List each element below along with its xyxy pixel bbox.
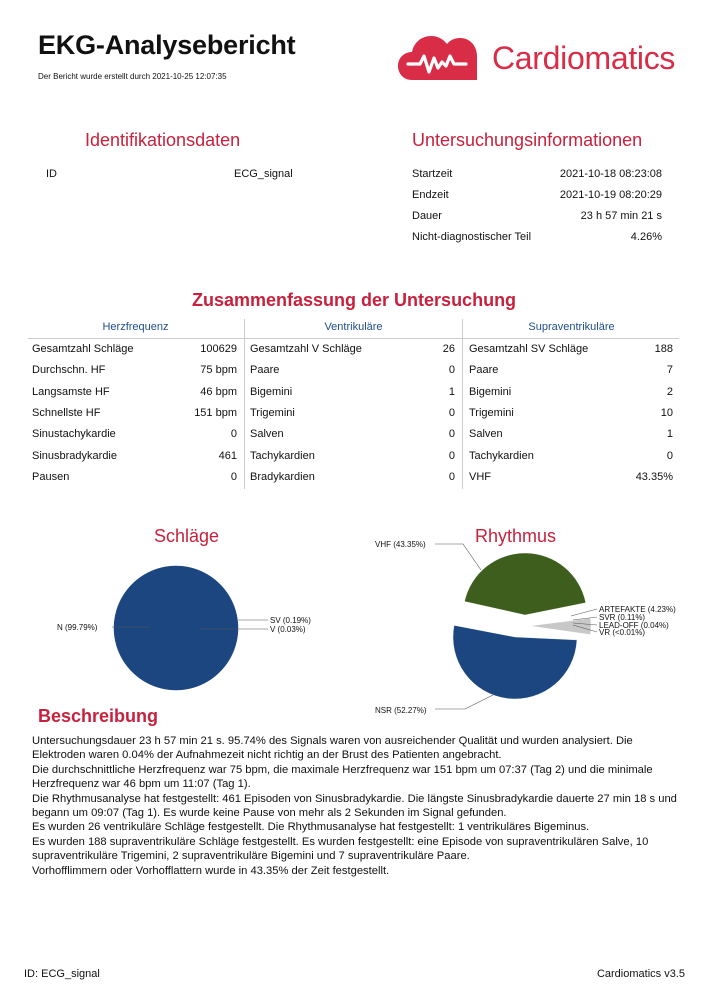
- summary-label: Langsamste HF: [32, 385, 110, 398]
- column-heading-ventricular: Ventrikuläre: [324, 321, 383, 333]
- description-paragraph: Es wurden 188 supraventrikuläre Schläge festgestellt. Es wurden festgestellt: eine Episode von supraventrikulären Salve, 10 supraventrikuläre Trigemini, 2 supraventrikuläre Bigemini und 7 supraventrikuläre Paare.: [32, 835, 649, 863]
- summary-label: Trigemini: [250, 406, 295, 419]
- leader-line: [435, 695, 493, 709]
- summary-label: Gesamtzahl SV Schläge: [469, 343, 589, 355]
- summary-label: Salven: [250, 428, 284, 441]
- summary-label: Pausen: [32, 470, 70, 483]
- exam-value: 23 h 57 min 21 s: [580, 210, 662, 222]
- summary-label: Bradykardien: [250, 470, 315, 483]
- identification-title: Identifikationsdaten: [85, 130, 241, 150]
- footer-id: ID: ECG_signal: [24, 968, 100, 980]
- brand-name: Cardiomatics: [492, 40, 676, 76]
- exam-value: 2021-10-18 08:23:08: [559, 168, 662, 180]
- summary-value: 0: [230, 428, 237, 441]
- summary-label: Sinustachykardie: [32, 428, 116, 441]
- summary-title: Zusammenfassung der Untersuchung: [192, 290, 517, 310]
- summary-label: Bigemini: [469, 385, 512, 398]
- summary-label: Paare: [250, 364, 280, 377]
- description-paragraph: Es wurden 26 ventrikuläre Schläge festgestellt. Die Rhythmusanalyse hat festgestellt: 1 ventrikuläres Bigeminus.: [32, 821, 590, 834]
- pie-slice: [453, 625, 577, 699]
- description-text: [32, 734, 682, 878]
- header-divider: [28, 338, 679, 339]
- summary-value: 43.35%: [635, 470, 673, 483]
- summary-label: Tachykardien: [469, 449, 534, 462]
- summary-value: 26: [442, 343, 455, 355]
- summary-value: 75 bpm: [200, 364, 237, 377]
- pie-slice: [464, 553, 585, 615]
- exam-label: Nicht-diagnostischer Teil: [412, 231, 532, 243]
- beats-chart-title: Schläge: [154, 526, 220, 546]
- pie-label: VR (<0.01%): [599, 628, 646, 637]
- exam-value: 4.26%: [630, 231, 662, 243]
- summary-value: 151 bpm: [194, 406, 237, 419]
- report-title: EKG-Analysebericht: [38, 30, 296, 60]
- description-title: Beschreibung: [38, 706, 159, 726]
- summary-label: Paare: [469, 364, 499, 377]
- summary-label: Tachykardien: [250, 449, 315, 462]
- summary-label: Salven: [469, 428, 503, 441]
- id-label: ID: [46, 168, 57, 180]
- report-created-date: Der Bericht wurde erstellt durch 2021-10-25 12:07:35: [38, 72, 227, 81]
- description-paragraph: Vorhofflimmern oder Vorhofflattern wurde in 43.35% der Zeit festgestellt.: [32, 864, 390, 877]
- description-paragraph: Die Rhythmusanalyse hat festgestellt: 461 Episoden von Sinusbradykardie. Die längste Sinusbradykardie dauerte 27 min 18 s und begann um 09:07 (Tag 1). Es wurde keine Pause von mehr als 2 Sekunden im Signal gefunden.: [32, 792, 677, 820]
- exam-label: Dauer: [412, 210, 442, 222]
- summary-value: 100629: [200, 343, 237, 355]
- summary-value: 10: [660, 406, 673, 419]
- description-paragraph: Untersuchungsdauer 23 h 57 min 21 s. 95.74% des Signals waren von ausreichender Qualität und wurden analysiert. Die Elektroden waren 0.04% der Aufnahmezeit nicht richtig an der Brust des Patienten angebracht.: [32, 735, 633, 762]
- summary-label: Gesamtzahl Schläge: [32, 343, 134, 355]
- summary-value: 1: [666, 428, 673, 441]
- description-paragraph: Die durchschnittliche Herzfrequenz war 75 bpm, die maximale Herzfrequenz war 151 bpm um 07:37 (Tag 2) und die minimale Herzfrequenz war 46 bpm um 11:07 (Tag 1).: [32, 763, 653, 791]
- pie-label: SV (0.19%): [270, 616, 311, 625]
- summary-label: Schnellste HF: [32, 406, 101, 419]
- summary-value: 0: [448, 428, 455, 441]
- exam-label: Startzeit: [412, 168, 453, 180]
- summary-value: 188: [654, 343, 673, 355]
- pie-label: ARTEFAKTE (4.23%): [599, 605, 676, 614]
- pie-label: NSR (52.27%): [375, 706, 427, 715]
- column-divider: [244, 319, 245, 489]
- summary-label: VHF: [469, 470, 491, 483]
- pie-label: N (99.79%): [57, 623, 98, 632]
- column-divider: [462, 319, 463, 489]
- summary-value: 0: [666, 449, 673, 462]
- rhythm-pie-chart: [353, 530, 707, 720]
- summary-label: Bigemini: [250, 385, 293, 398]
- pie-slice: [529, 618, 591, 634]
- summary-value: 0: [448, 470, 455, 483]
- pie-label: VHF (43.35%): [375, 540, 426, 549]
- cloud-ecg-icon: [398, 30, 478, 82]
- pie-label: V (0.03%): [270, 625, 306, 634]
- column-heading-supraventricular: Supraventrikuläre: [528, 321, 615, 333]
- summary-label: Gesamtzahl V Schläge: [250, 343, 362, 355]
- summary-value: 0: [448, 406, 455, 419]
- leader-line: [571, 609, 597, 616]
- summary-value: 7: [666, 364, 673, 377]
- summary-value: 0: [448, 364, 455, 377]
- summary-value: 0: [230, 470, 237, 483]
- summary-value: 2: [666, 385, 673, 398]
- exam-value: 2021-10-19 08:20:29: [559, 189, 662, 201]
- beats-pie-chart: [0, 540, 353, 710]
- summary-value: 0: [448, 449, 455, 462]
- summary-value: 1: [448, 385, 455, 398]
- summary-label: Sinusbradykardie: [32, 449, 117, 462]
- summary-label: Durchschn. HF: [32, 364, 106, 377]
- exam-info-title: Untersuchungsinformationen: [412, 130, 643, 150]
- summary-value: 461: [218, 449, 237, 462]
- id-value: ECG_signal: [234, 168, 293, 180]
- rhythm-chart-title: Rhythmus: [475, 526, 557, 546]
- pie-label: SVR (0.11%): [599, 613, 646, 622]
- exam-label: Endzeit: [412, 189, 449, 201]
- leader-line: [435, 544, 481, 570]
- summary-label: Trigemini: [469, 406, 514, 419]
- summary-value: 46 bpm: [200, 385, 237, 398]
- pie-label: LEAD-OFF (0.04%): [599, 621, 669, 630]
- footer-version: Cardiomatics v3.5: [596, 968, 685, 980]
- column-heading-heart-rate: Herzfrequenz: [102, 321, 169, 333]
